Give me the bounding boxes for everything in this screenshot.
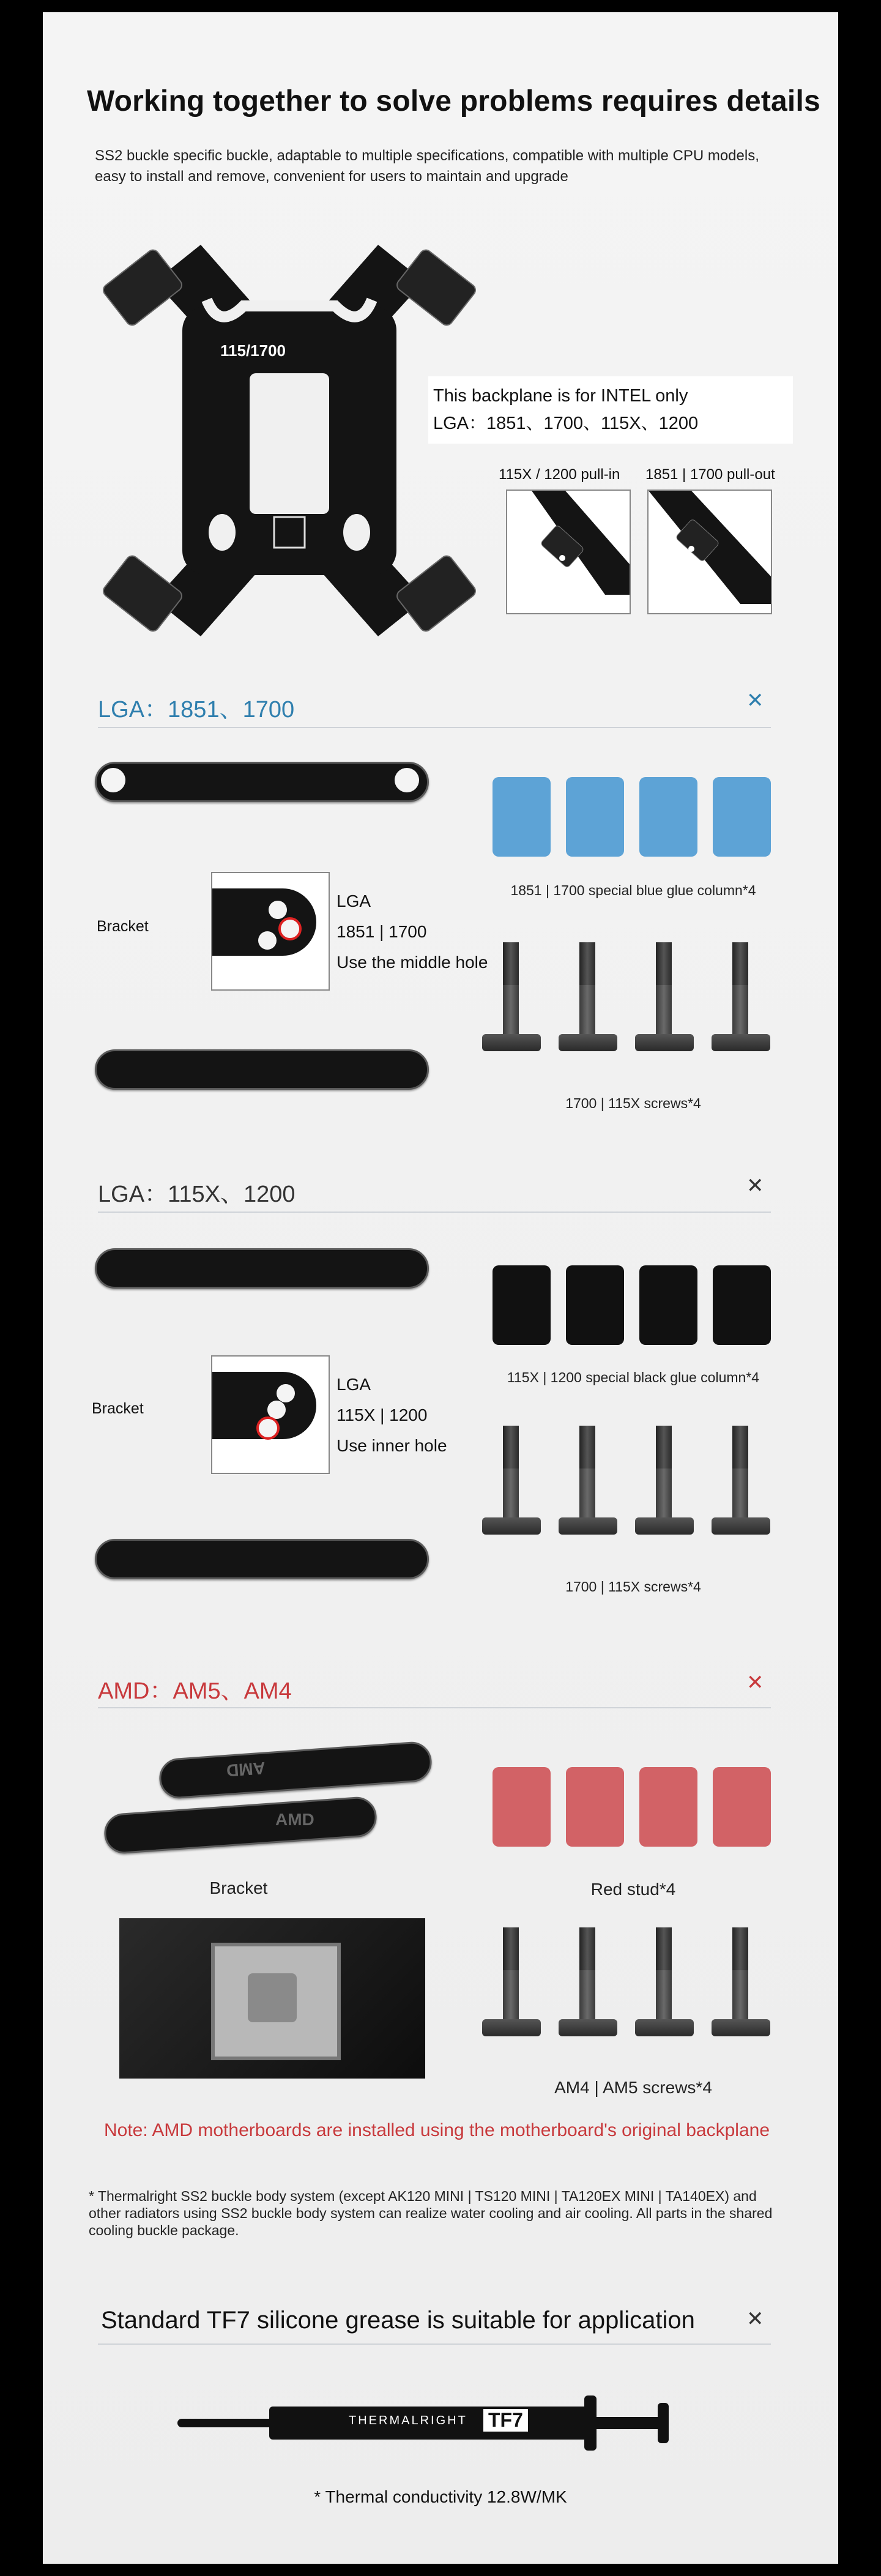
- backplane-note-line1: This backplane is for INTEL only: [433, 386, 688, 406]
- hole-info: [336, 886, 488, 978]
- amd-bracket-image: [158, 1741, 433, 1800]
- info-line: LGA: [336, 1375, 371, 1394]
- black-columns-caption: 115X | 1200 special black glue column*4: [507, 1369, 760, 1385]
- amd-bracket-text: AMD: [226, 1758, 266, 1781]
- footnote: * Thermalright SS2 buckle body system (except AK120 MINI | TS120 MINI | TA120EX MINI | TA140EX) and other radiators using SS2 buckle body system can realize water cooling and air cooling. All parts in the shared cooling buckle package.: [89, 2188, 773, 2238]
- motherboard-photo: [119, 1918, 425, 2079]
- backplane-image: [97, 245, 482, 636]
- bracket-top-image: [95, 762, 429, 802]
- amd-bracket-image: [103, 1796, 378, 1855]
- section-intel-old-title: LGA：115X、1200: [98, 1182, 296, 1207]
- hole-detail-image: [211, 872, 330, 991]
- bracket-bottom-image: [95, 1539, 429, 1579]
- bracket-label: Bracket: [209, 1878, 268, 1897]
- red-stud: [493, 1767, 551, 1847]
- bracket-bottom-image: [95, 1049, 429, 1090]
- blue-columns-caption: 1851 | 1700 special blue glue column*4: [510, 882, 756, 898]
- bracket-label: Bracket: [92, 1400, 144, 1417]
- bracket-top-image: [95, 1248, 429, 1289]
- pullout-image: [647, 490, 772, 614]
- info-line: 115X | 1200: [336, 1405, 428, 1424]
- screws-caption: AM4 | AM5 screws*4: [554, 2078, 712, 2097]
- grease-title: Standard TF7 silicone grease is suitable for application: [101, 2307, 695, 2334]
- socket-label: 115/1700: [220, 341, 286, 360]
- glue-column: [639, 777, 697, 857]
- section-divider: [98, 1707, 771, 1708]
- section-divider: [98, 1212, 771, 1213]
- pullin-image: [506, 490, 631, 614]
- screws-caption: 1700 | 115X screws*4: [565, 1095, 701, 1111]
- red-stud: [713, 1767, 771, 1847]
- grease-product: TF7: [483, 2409, 528, 2432]
- x-logo-icon: ✕: [746, 1671, 764, 1694]
- bracket-label: Bracket: [97, 918, 149, 935]
- product-detail-page: [43, 12, 838, 2564]
- pullin-caption: 115X / 1200 pull-in: [499, 466, 620, 483]
- glue-column: [493, 1265, 551, 1345]
- section-intel-new-title: LGA：1851、1700: [98, 697, 295, 723]
- red-studs-caption: Red stud*4: [590, 1880, 676, 1899]
- glue-column: [566, 1265, 624, 1345]
- bracket-hole: [395, 768, 419, 792]
- amd-bracket-text: AMD: [275, 1810, 314, 1829]
- glue-column: [639, 1265, 697, 1345]
- glue-column: [713, 777, 771, 857]
- pullout-caption: 1851 | 1700 pull-out: [645, 466, 775, 483]
- grease-brand: THERMALRIGHT: [349, 2414, 467, 2427]
- hole-detail-image: [211, 1355, 330, 1474]
- section-divider: [98, 2343, 771, 2345]
- red-stud: [639, 1767, 697, 1847]
- info-line: Use inner hole: [336, 1436, 447, 1455]
- grease-caption: * Thermal conductivity 12.8W/MK: [314, 2487, 567, 2506]
- info-line: Use the middle hole: [336, 953, 488, 972]
- intro-text: SS2 buckle specific buckle, adaptable to multiple specifications, compatible with multiple CPU models, easy to install and remove, convenient for users to maintain and upgrade: [95, 147, 759, 185]
- grease-syringe-image: [177, 2395, 679, 2451]
- backplane-note: [428, 376, 793, 444]
- hole-info: [336, 1369, 447, 1461]
- section-amd-title: AMD：AM5、AM4: [98, 1678, 292, 1704]
- backplane-note-line2: LGA：1851、1700、115X、1200: [433, 414, 699, 433]
- info-line: LGA: [336, 892, 371, 910]
- red-stud: [566, 1767, 624, 1847]
- section-divider: [98, 727, 771, 728]
- x-logo-icon: ✕: [746, 1174, 764, 1197]
- glue-column: [493, 777, 551, 857]
- screws-caption: 1700 | 115X screws*4: [565, 1579, 701, 1595]
- glue-column: [713, 1265, 771, 1345]
- x-logo-icon: ✕: [746, 689, 764, 712]
- bracket-hole: [101, 768, 125, 792]
- amd-note: Note: AMD motherboards are installed using the motherboard's original backplane: [104, 2120, 770, 2140]
- page-title: Working together to solve problems requires details: [87, 85, 820, 117]
- x-logo-icon: ✕: [746, 2307, 764, 2331]
- info-line: 1851 | 1700: [336, 922, 427, 941]
- glue-column: [566, 777, 624, 857]
